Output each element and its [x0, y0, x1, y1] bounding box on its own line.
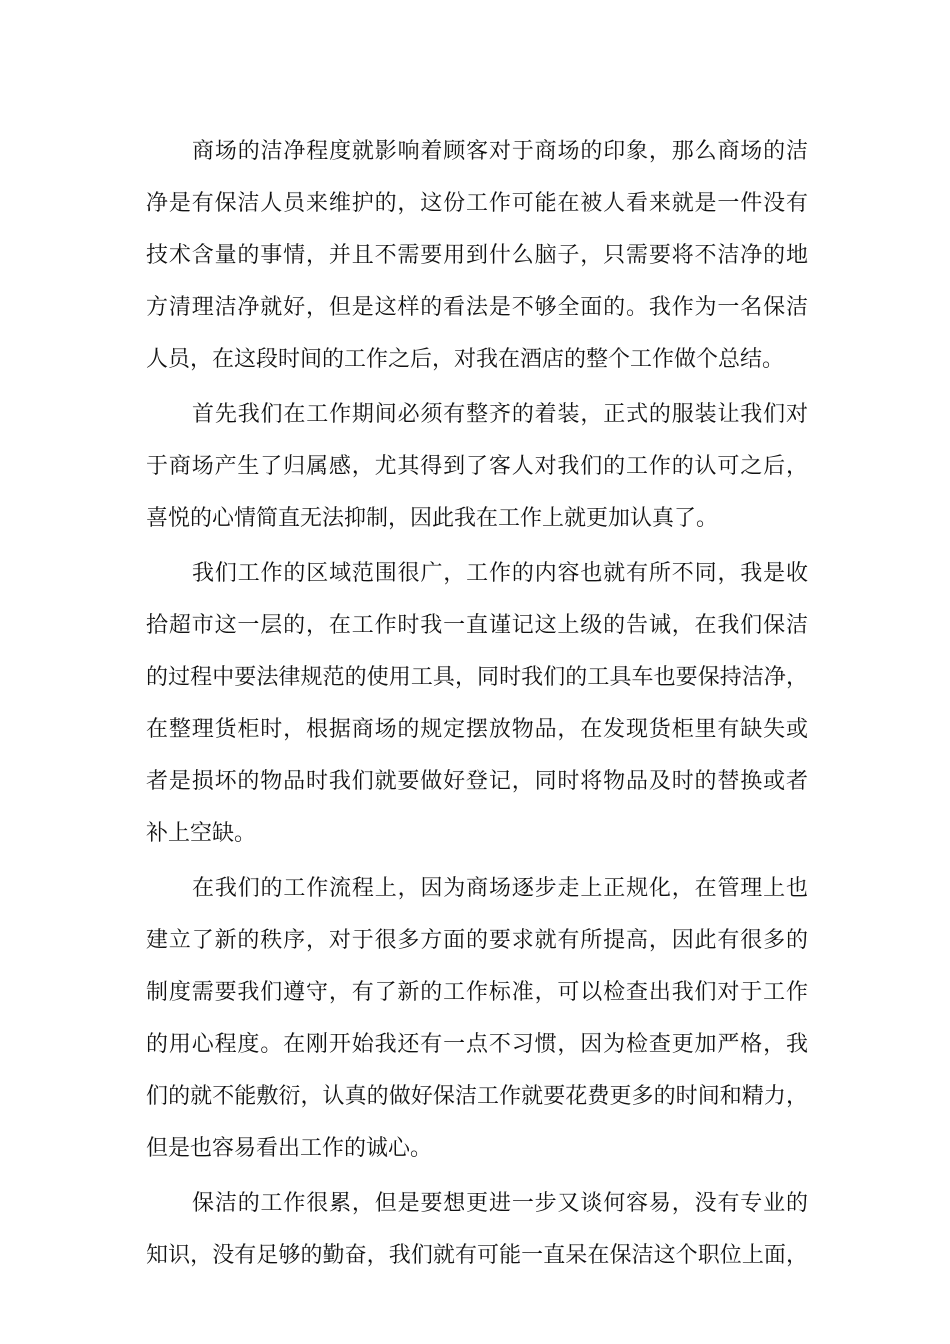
text-line: 制度需要我们遵守，有了新的工作标准，可以检查出我们对于工作 [146, 980, 808, 1005]
text-line: 于商场产生了归属感，尤其得到了客人对我们的工作的认可之后， [146, 454, 808, 479]
text-line: 商场的洁净程度就影响着顾客对于商场的印象，那么商场的洁 [192, 139, 808, 164]
text-line: 者是损坏的物品时我们就要做好登记，同时将物品及时的替换或者 [146, 769, 808, 794]
text-line: 的过程中要法律规范的使用工具，同时我们的工具车也要保持洁净， [146, 665, 808, 690]
text-line: 首先我们在工作期间必须有整齐的着装，正式的服装让我们对 [192, 402, 808, 427]
text-line: 们的就不能敷衍，认真的做好保洁工作就要花费更多的时间和精力， [146, 1084, 808, 1109]
text-line: 补上空缺。 [146, 821, 257, 846]
paragraph-1 [146, 126, 808, 386]
text-line: 方清理洁净就好，但是这样的看法是不够全面的。我作为一名保洁 [146, 295, 808, 320]
paragraph-2 [146, 389, 808, 545]
text-line: 人员，在这段时间的工作之后，对我在酒店的整个工作做个总结。 [146, 347, 785, 372]
text-line: 的用心程度。在刚开始我还有一点不习惯，因为检查更加严格，我 [146, 1032, 808, 1057]
text-line: 保洁的工作很累，但是要想更进一步又谈何容易，没有专业的 [192, 1191, 808, 1216]
text-line: 但是也容易看出工作的诚心。 [146, 1136, 433, 1161]
text-line: 拾超市这一层的，在工作时我一直谨记这上级的告诫，在我们保洁 [146, 613, 808, 638]
document-body [146, 126, 808, 1282]
text-line: 喜悦的心情简直无法抑制，因此我在工作上就更加认真了。 [146, 506, 719, 531]
text-line: 技术含量的事情，并且不需要用到什么脑子，只需要将不洁净的地 [146, 243, 808, 268]
text-line: 在我们的工作流程上，因为商场逐步走上正规化，在管理上也 [192, 876, 808, 901]
paragraph-5 [146, 1178, 808, 1282]
text-line: 建立了新的秩序，对于很多方面的要求就有所提高，因此有很多的 [146, 928, 808, 953]
paragraph-4 [146, 863, 808, 1175]
text-line: 知识，没有足够的勤奋，我们就有可能一直呆在保洁这个职位上面， [146, 1243, 808, 1268]
text-line: 净是有保洁人员来维护的，这份工作可能在被人看来就是一件没有 [146, 191, 808, 216]
paragraph-3 [146, 548, 808, 860]
text-line: 我们工作的区域范围很广，工作的内容也就有所不同，我是收 [192, 561, 808, 586]
text-line: 在整理货柜时，根据商场的规定摆放物品，在发现货柜里有缺失或 [146, 717, 808, 742]
